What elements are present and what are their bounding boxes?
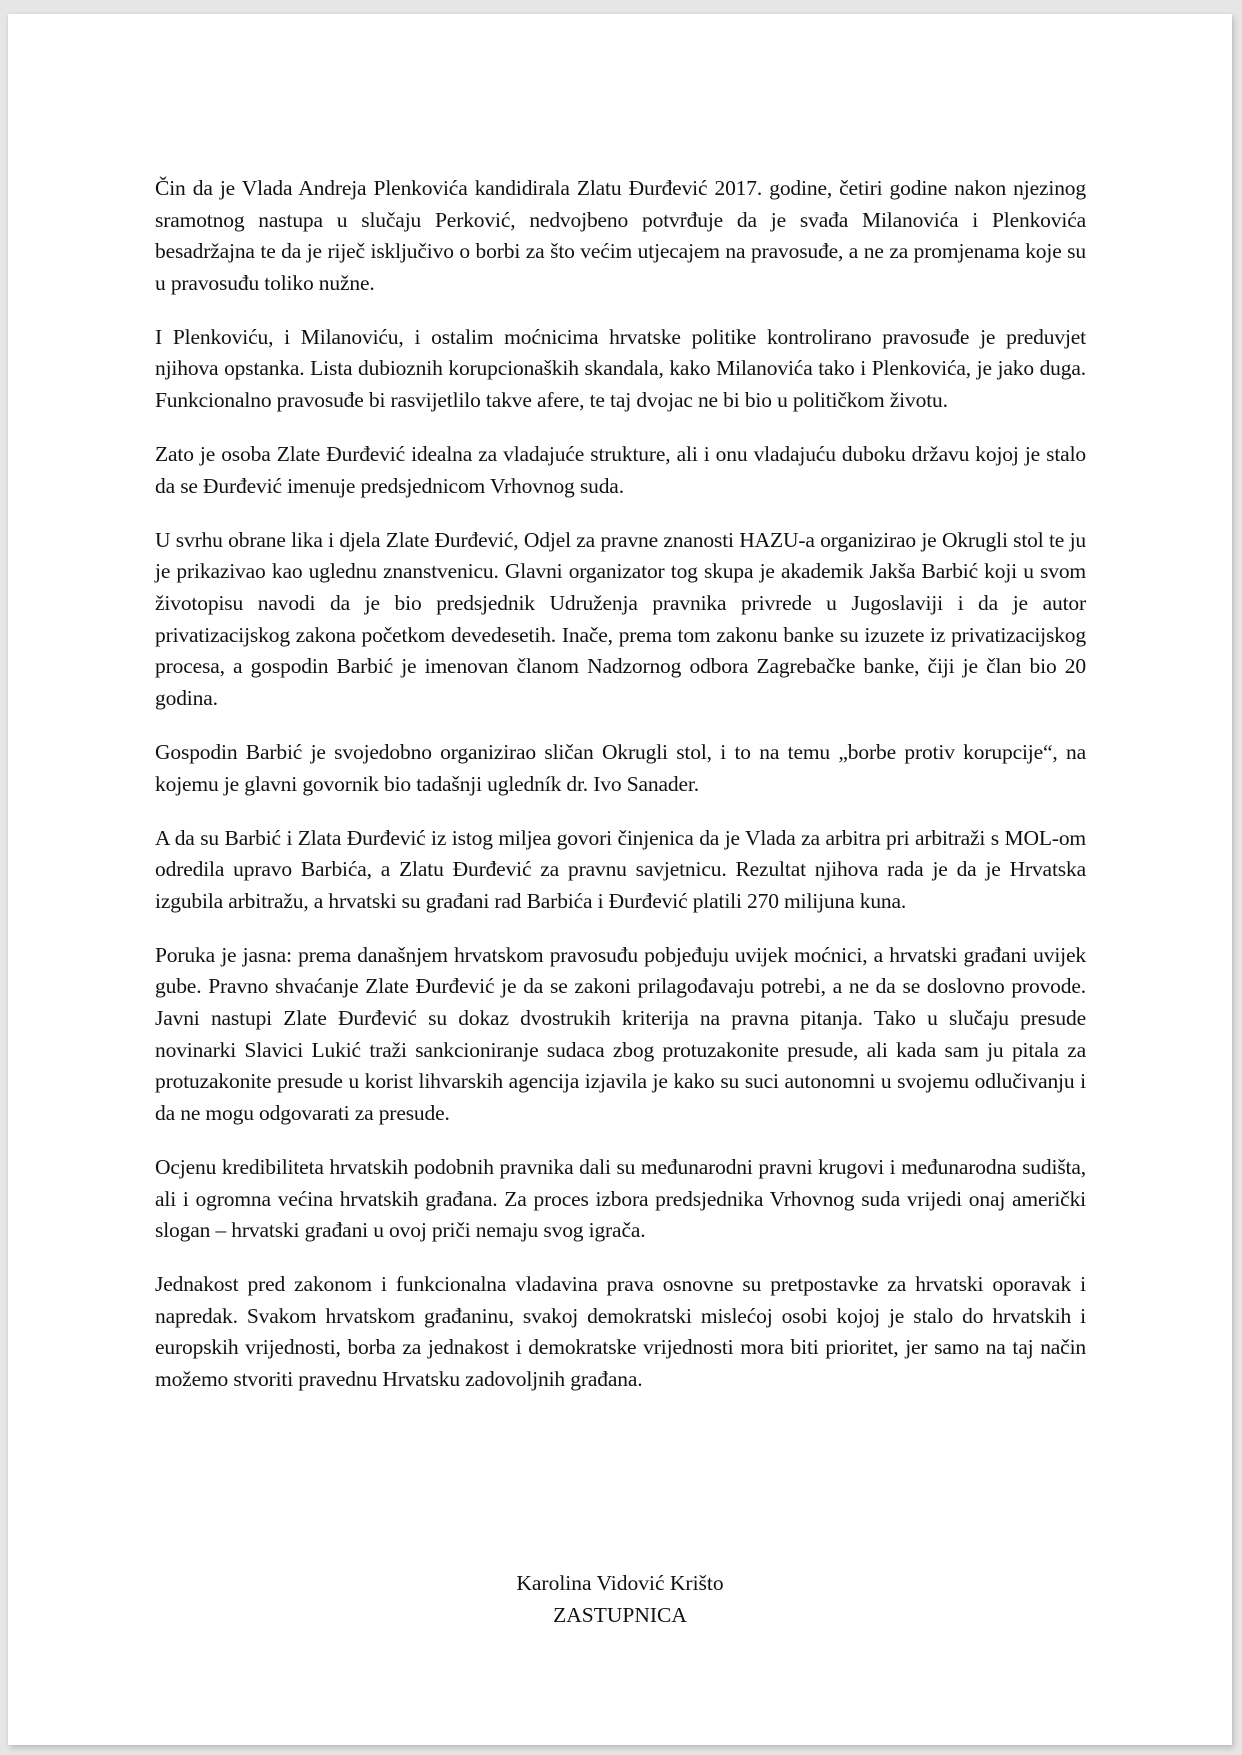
paragraph-2: I Plenkoviću, i Milanoviću, i ostalim moćnicima hrvatske politike kontrolirano pravosuđe je preduvjet njihova opstanka. Lista dubioznih korupcionaških skandala, kako Milanovića tako i Plenkovića, je jako duga. Funkcionalno pravosuđe bi rasvijetlilo takve afere, te taj dvojac ne bi bio u političkom životu. (155, 324, 1086, 413)
paragraph-4: U svrhu obrane lika i djela Zlate Đurđević, Odjel za pravne znanosti HAZU-a organizirao je Okrugli stol te ju je prikazivao kao uglednu znanstvenicu. Glavni organizator tog skupa je akademik Jakša Barbić koji u svom životopisu navodi da je bio predsjednik Udruženja pravnika privrede u Jugoslaviji i da je autor privatizacijskog zakona početkom devedesetih. Inače, prema tom zakonu banke su izuzete iz privatizacijskog procesa, a gospodin Barbić je imenovan članom Nadzornog odbora Zagrebačke banke, čiji je član bio 20 godina. (155, 527, 1086, 710)
paragraph-7: Poruka je jasna: prema današnjem hrvatskom pravosuđu pobjeđuju uvijek moćnici, a hrvatski građani uvijek gube. Pravno shvaćanje Zlate Đurđević je da se zakoni prilagođavaju potrebi, a ne da se doslovno provode. Javni nastupi Zlate Đurđević su dokaz dvostrukih kriterija na pravna pitanja. Tako u slučaju presude novinarki Slavici Lukić traži sankcioniranje sudaca zbog protuzakonite presude, ali kada sam ju pitala za protuzakonite presude u korist lihvarskih agencija izjavila je kako su suci autonomni u svojemu odlučivanju i da ne mogu odgovarati za presude. (155, 942, 1086, 1125)
paragraph-9: Jednakost pred zakonom i funkcionalna vladavina prava osnovne su pretpostavke za hrvatski oporavak i napredak. Svakom hrvatskom građaninu, svakoj demokratski mislećoj osobi kojoj je stalo do hrvatskih i europskih vrijednosti, borba za jednakost i demokratske vrijednosti mora biti prioritet, jer samo na taj način možemo stvoriti pravednu Hrvatsku zadovoljnih građana. (155, 1272, 1086, 1391)
paragraph-3: Zato je osoba Zlate Đurđević idealna za vladajuće strukture, ali i onu vladajuću duboku državu kojoj je stalo da se Đurđević imenuje predsjednicom Vrhovnog suda. (155, 442, 1086, 498)
document-page (8, 14, 1232, 1745)
signature-block (8, 1568, 1232, 1631)
paragraph-1: Čin da je Vlada Andreja Plenkovića kandidirala Zlatu Đurđević 2017. godine, četiri godine nakon njezinog sramotnog nastupa u slučaju Perković, nedvojbeno potvrđuje da je svađa Milanovića i Plenkovića besadržajna te da je riječ isključivo o borbi za što većim utjecajem na pravosuđe, a ne za promjenama koje su u pravosuđu toliko nužne. (155, 176, 1086, 295)
document-body (155, 173, 1086, 1418)
paragraph-8: Ocjenu kredibiliteta hrvatskih podobnih pravnika dali su međunarodni pravni krugovi i međunarodna sudišta, ali i ogromna većina hrvatskih građana. Za proces izbora predsjednika Vrhovnog suda vrijedi onaj američki slogan – hrvatski građani u ovoj priči nemaju svog igrača. (155, 1154, 1086, 1243)
signature-name: Karolina Vidović Krišto (516, 1571, 724, 1595)
signature-title: ZASTUPNICA (553, 1602, 687, 1627)
paragraph-5: Gospodin Barbić je svojedobno organizirao sličan Okrugli stol, i to na temu „borbe protiv korupcije“, na kojemu je glavni govornik bio tadašnji ugledník dr. Ivo Sanader. (155, 739, 1086, 796)
paragraph-6: A da su Barbić i Zlata Đurđević iz istog miljea govori činjenica da je Vlada za arbitra pri arbitraži s MOL-om odredila upravo Barbića, a Zlatu Đurđević za pravnu savjetnicu. Rezultat njihova rada je da je Hrvatska izgubila arbitražu, a hrvatski su građani rad Barbića i Đurđević platili 270 milijuna kuna. (155, 825, 1086, 913)
